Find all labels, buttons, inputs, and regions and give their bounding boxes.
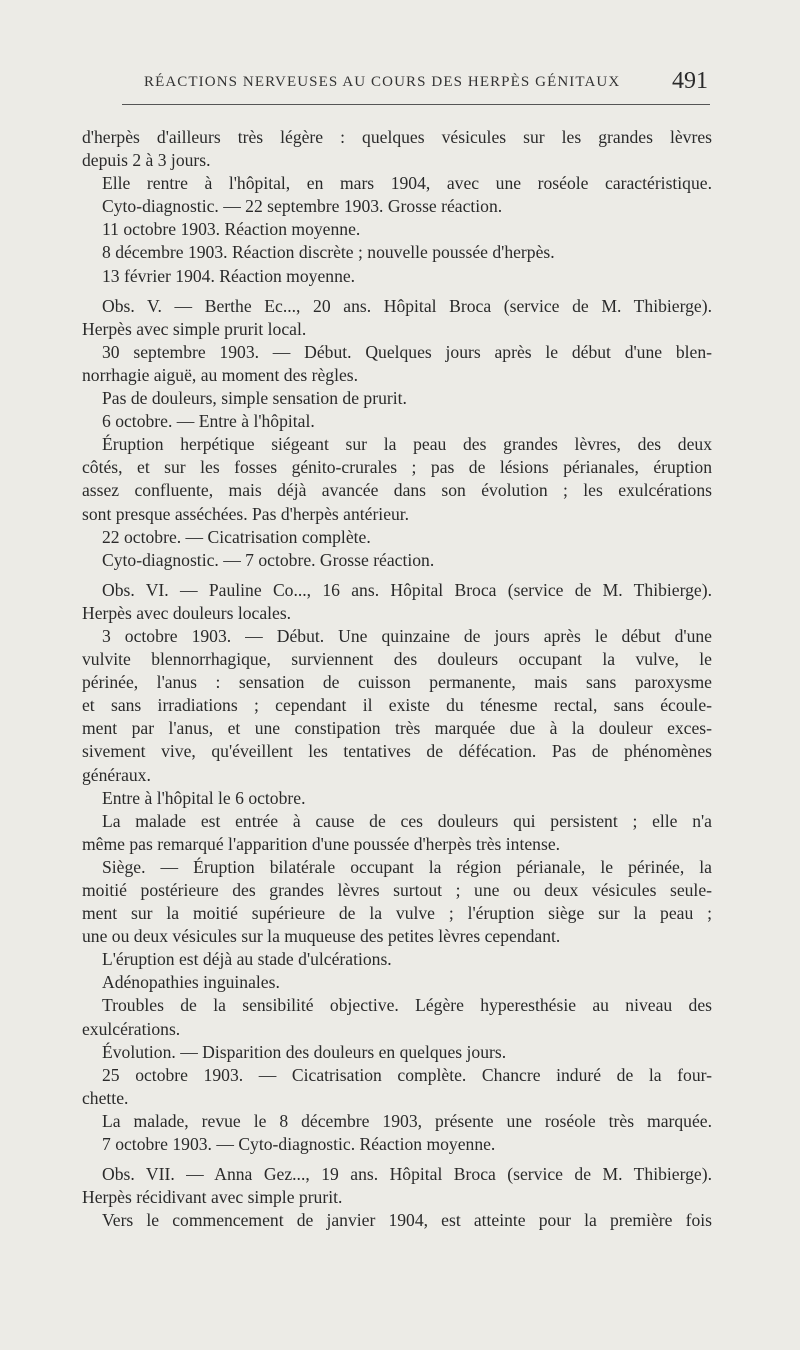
text-line: Cyto-diagnostic. — 22 septembre 1903. Grosse réaction. [102, 196, 503, 217]
text-line: Vers le commencement de janvier 1904, est atteinte pour la première fois [102, 1210, 712, 1231]
text-line: Troubles de la sensibilité objective. Légère hyperesthésie au niveau des [102, 995, 712, 1016]
text-line: exulcérations. [82, 1018, 181, 1039]
text-line: et sans irradiations ; cependant il existe du ténesme rectal, sans écoule- [82, 695, 712, 716]
text-line: Siège. — Éruption bilatérale occupant la région périanale, le périnée, la [102, 856, 712, 877]
text-line: 11 octobre 1903. Réaction moyenne. [102, 219, 361, 240]
text-line: vulvite blennorrhagique, surviennent des douleurs occupant la vulve, le [82, 649, 712, 670]
text-line: 3 octobre 1903. — Début. Une quinzaine de jours après le début d'une [102, 625, 712, 646]
text-line: Obs. VII. — Anna Gez..., 19 ans. Hôpital Broca (service de M. Thibierge). [102, 1164, 712, 1185]
text-line: 13 février 1904. Réaction moyenne. [102, 265, 356, 286]
text-line: généraux. [82, 764, 151, 785]
text-line: sont presque asséchées. Pas d'herpès antérieur. [82, 503, 410, 524]
text-line: Herpès avec douleurs locales. [82, 602, 292, 623]
text-line: 22 octobre. — Cicatrisation complète. [102, 526, 371, 547]
text-line: même pas remarqué l'apparition d'une poussée d'herpès très intense. [82, 833, 561, 854]
text-line: Obs. V. — Berthe Ec..., 20 ans. Hôpital Broca (service de M. Thibierge). [102, 295, 712, 316]
text-line: Elle rentre à l'hôpital, en mars 1904, avec une roséole caractéristique. [102, 173, 712, 194]
text-line: sivement vive, qu'éveillent les tentatives de défécation. Pas de phénomènes [82, 741, 712, 762]
text-line: Entre à l'hôpital le 6 octobre. [102, 787, 306, 808]
text-line: Adénopathies inguinales. [102, 972, 280, 993]
text-line: moitié postérieure des grandes lèvres surtout ; une ou deux vésicules seule- [82, 880, 712, 900]
text-line: Évolution. — Disparition des douleurs en quelques jours. [102, 1041, 507, 1062]
text-line: d'herpès d'ailleurs très légère : quelques vésicules sur les grandes lèvres [82, 127, 712, 147]
text-line: La malade est entrée à cause de ces douleurs qui persistent ; elle n'a [102, 810, 712, 831]
page-header [82, 66, 712, 102]
body-text [82, 126, 712, 1232]
running-title: RÉACTIONS NERVEUSES AU COURS DES HERPÈS GÉNITAUX [144, 74, 621, 90]
page-number: 491 [672, 68, 708, 94]
text-line: Pas de douleurs, simple sensation de prurit. [102, 388, 407, 409]
text-line: norrhagie aiguë, au moment des règles. [82, 364, 359, 385]
text-line: 25 octobre 1903. — Cicatrisation complète. Chancre induré de la four- [102, 1064, 712, 1085]
text-line: Herpès avec simple prurit local. [82, 318, 307, 339]
header-rule [122, 104, 710, 105]
text-line: chette. [82, 1087, 129, 1108]
text-line: Obs. VI. — Pauline Co..., 16 ans. Hôpital Broca (service de M. Thibierge). [102, 579, 712, 600]
text-line: 8 décembre 1903. Réaction discrète ; nouvelle poussée d'herpès. [102, 242, 555, 263]
paragraph-gap [82, 288, 712, 295]
text-line: 6 octobre. — Entre à l'hôpital. [102, 411, 315, 432]
text-line: une ou deux vésicules sur la muqueuse des petites lèvres cependant. [82, 926, 561, 947]
text-line: ment par l'anus, et une constipation très marquée due à la douleur exces- [82, 718, 712, 739]
text-line: La malade, revue le 8 décembre 1903, présente une roséole très marquée. [102, 1110, 712, 1131]
text-line: 30 septembre 1903. — Début. Quelques jours après le début d'une blen- [102, 341, 712, 362]
text-line: ment sur la moitié supérieure de la vulve ; l'éruption siège sur la peau ; [82, 903, 712, 924]
text-line: L'éruption est déjà au stade d'ulcérations. [102, 949, 392, 970]
text-line: périnée, l'anus : sensation de cuisson permanente, mais sans paroxysme [82, 672, 712, 693]
text-line: Cyto-diagnostic. — 7 octobre. Grosse réaction. [102, 549, 435, 570]
text-line: 7 octobre 1903. — Cyto-diagnostic. Réaction moyenne. [102, 1134, 496, 1155]
text-line: Herpès récidivant avec simple prurit. [82, 1187, 343, 1208]
text-line: assez confluente, mais déjà avancée dans son évolution ; les exulcérations [82, 480, 712, 501]
text-line: depuis 2 à 3 jours. [82, 150, 211, 171]
text-line: côtés, et sur les fosses génito-crurales ; pas de lésions périanales, éruption [82, 457, 712, 478]
text-line: Éruption herpétique siégeant sur la peau des grandes lèvres, des deux [102, 434, 712, 455]
paragraph-gap [82, 572, 712, 579]
paragraph-gap [82, 1156, 712, 1163]
